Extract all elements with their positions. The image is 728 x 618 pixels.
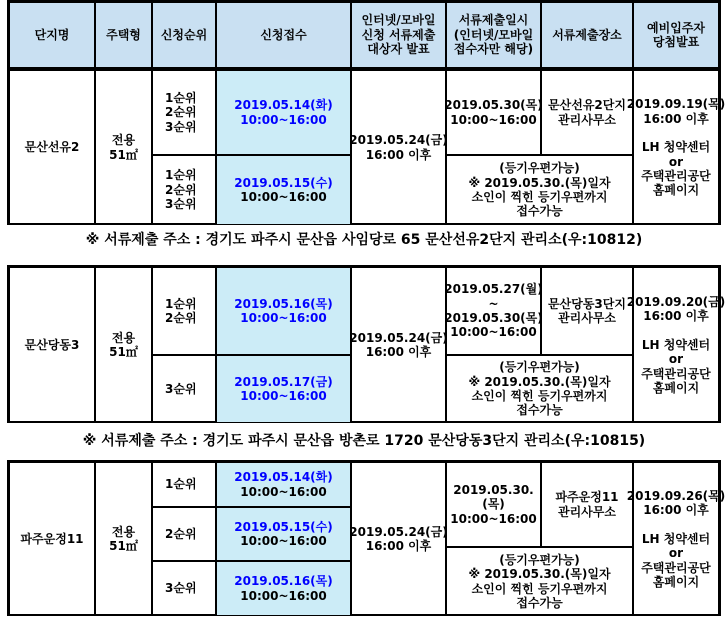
rank-cell: 2순위 [152, 507, 216, 561]
result-announce: 2019.09.26(목) 16:00 이후 LH 청약센터 or 주택관리공단 홈페이지 [633, 462, 719, 616]
result-announce: 2019.09.19(목) 16:00 이후 LH 청약센터 or 주택관리공단 홈페이지 [633, 70, 719, 225]
apply-period [216, 267, 351, 355]
mail-note: (등기우편가능) ※ 2019.05.30.(목)일자 소인이 찍힌 등기우편까지 접수가능 [446, 547, 633, 616]
rank-cell: 1순위 2순위 [152, 267, 216, 355]
rank-cell: 1순위 2순위 3순위 [152, 155, 216, 225]
section-table-1 [7, 68, 726, 225]
header-apply: 신청접수 [216, 2, 351, 68]
apply-period [216, 561, 351, 616]
announce-date: 2019.05.24(금) 16:00 이후 [351, 70, 446, 225]
header-complex: 단지명 [9, 2, 95, 68]
header-type: 주택형 [95, 2, 152, 68]
rank-cell: 3순위 [152, 561, 216, 616]
apply-time: 10:00~16:00 [240, 190, 327, 204]
apply-period [216, 507, 351, 561]
house-type: 전용 51㎡ [95, 267, 152, 423]
apply-time: 10:00~16:00 [240, 534, 327, 548]
mail-note: (등기우편가능) ※ 2019.05.30.(목)일자 소인이 찍힌 등기우편까지 접수가능 [446, 355, 633, 423]
apply-period [216, 155, 351, 225]
header-submit-date: 서류제출일시 (인터넷/모바일 접수자만 해당) [446, 2, 541, 68]
house-type [95, 70, 152, 225]
submit-place: 파주운정11 관리사무소 [541, 462, 633, 547]
submit-date: 2019.05.30.(목) 10:00~16:00 [446, 462, 541, 547]
submit-place: 문산당동3단지 관리사무소 [541, 267, 633, 355]
apply-date: 2019.05.15(수) [234, 519, 333, 534]
header-table [7, 0, 721, 68]
house-type: 전용 51㎡ [95, 462, 152, 616]
apply-period [216, 355, 351, 423]
address-note: ※ 서류제출 주소 : 경기도 파주시 문산읍 사임당로 65 문산선유2단지 관리소(우:10812) [85, 232, 643, 248]
apply-date: 2019.05.16(목) [234, 574, 333, 589]
complex-name: 문산선유2 [9, 70, 95, 225]
announce-date: 2019.05.24(금) 16:00 이후 [351, 462, 446, 616]
apply-period [216, 462, 351, 507]
complex-name: 문산당동3 [9, 267, 95, 423]
rank-cell: 3순위 [152, 355, 216, 423]
apply-date: 2019.05.14(화) [234, 470, 333, 485]
apply-period [216, 70, 351, 155]
apply-time: 10:00~16:00 [240, 311, 327, 325]
submit-date: 2019.05.27(월) ~ 2019.05.30(목) 10:00~16:00 [446, 267, 541, 355]
mail-note: (등기우편가능) ※ 2019.05.30.(목)일자 소인이 찍힌 등기우편까지 접수가능 [446, 155, 633, 225]
complex-name: 파주운정11 [9, 462, 95, 616]
rank-cell: 1순위 2순위 3순위 [152, 70, 216, 155]
apply-time: 10:00~16:00 [240, 484, 327, 499]
header-result: 예비입주자 당첨발표 [633, 2, 719, 68]
rank-cell: 1순위 [152, 462, 216, 507]
result-announce: 2019.09.20(금) 16:00 이후 LH 청약센터 or 주택관리공단 홈페이지 [633, 267, 719, 423]
announce-date: 2019.05.24(금) 16:00 이후 [351, 267, 446, 423]
apply-date: 2019.05.17(금) [234, 374, 333, 389]
header-announce: 인터넷/모바일 신청 서류제출 대상자 발표 [351, 2, 446, 68]
apply-date: 2019.05.16(목) [234, 296, 333, 311]
header-rank: 신청순위 [152, 2, 216, 68]
section-table-3 [7, 460, 726, 616]
apply-time: 10:00~16:00 [240, 588, 327, 603]
apply-date: 2019.05.14(화) [234, 98, 333, 113]
header-submit-place: 서류제출장소 [541, 2, 633, 68]
submit-place: 문산선유2단지 관리사무소 [541, 70, 633, 155]
section-table-2 [7, 265, 726, 423]
house-type-label: 전용 51㎡ [109, 133, 138, 162]
apply-time: 10:00~16:00 [240, 112, 327, 127]
apply-time: 10:00~16:00 [240, 389, 327, 403]
submit-date: 2019.05.30(목) 10:00~16:00 [446, 70, 541, 155]
apply-date: 2019.05.15(수) [234, 175, 333, 190]
address-note: ※ 서류제출 주소 : 경기도 파주시 문산읍 방촌로 1720 문산당동3단지 관리소(우:10815) [82, 433, 646, 449]
